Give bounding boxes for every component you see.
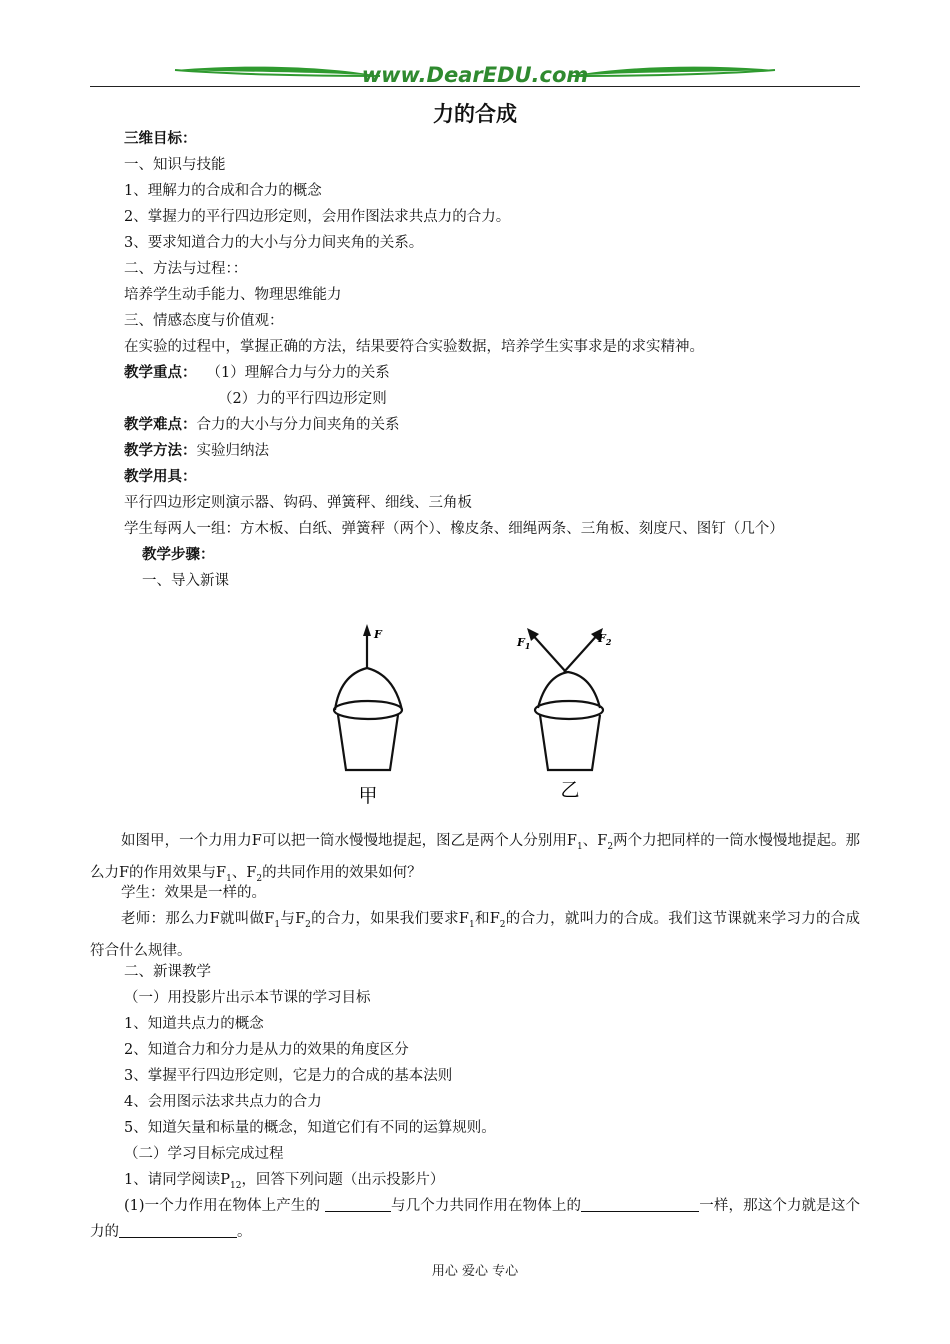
tools-line-2: 学生每两人一组：方木板、白纸、弹簧秤（两个）、橡皮条、细绳两条、三角板、刻度尺、图钉（几个）: [124, 521, 784, 537]
page-title: 力的合成: [433, 102, 517, 126]
key-point-2: （2）力的平行四边形定则: [218, 391, 387, 407]
method-heading: 二、方法与过程：：: [124, 261, 248, 277]
target-item-5: 5、知道矢量和标量的概念，知道它们有不同的运算规则。: [124, 1120, 496, 1136]
emotion-text: 在实验的过程中，掌握正确的方法，结果要符合实验数据，培养学生实事求是的求实精神。: [124, 339, 704, 355]
difficulty-text: 合力的大小与分力间夹角的关系: [196, 417, 400, 433]
key-points-label: 教学重点：: [124, 365, 197, 381]
knowledge-item-3: 3、要求知道合力的大小与分力间夹角的关系。: [124, 235, 424, 251]
new-lesson-heading: 二、新课教学: [124, 964, 211, 980]
tools-line-1: 平行四边形定则演示器、钩码、弹簧秤、细线、三角板: [124, 495, 472, 511]
knowledge-item-1: 1、理解力的合成和合力的概念: [124, 183, 322, 199]
paragraph-intro: 如图甲，一个力用力F可以把一筒水慢慢地提起，图乙是两个人分别用$F_1$、$F_2$两个力把同样的一筒水慢慢地提起。那么力F的作用效果与$F_1$、$F_2$的共同作用的效果如何？: [90, 833, 861, 884]
target-item-1: 1、知道共点力的概念: [124, 1016, 264, 1032]
knowledge-heading: 一、知识与技能: [124, 157, 226, 173]
paragraph-student: 学生：效果是一样的。: [121, 885, 266, 901]
force-label-f2: $F_2$: [598, 632, 612, 647]
target-item-4: 4、会用图示法求共点力的合力: [124, 1094, 322, 1110]
fill-blank-2[interactable]: [581, 1195, 699, 1212]
sub-heading-1: （一）用投影片出示本节课的学习目标: [124, 990, 371, 1006]
difficulty-label: 教学难点：: [124, 417, 197, 433]
question-1: 1、请同学阅读$P_{12}$，回答下列问题（出示投影片）: [124, 1172, 445, 1191]
method-row: [124, 440, 269, 462]
page-footer: 用心 爱心 专心: [431, 1264, 519, 1279]
header-site: www.DearEDU.com: [361, 63, 589, 87]
bucket-figure: [320, 620, 640, 810]
knowledge-item-2: 2、掌握力的平行四边形定则，会用作图法求共点力的合力。: [124, 209, 511, 225]
caption-yi: 乙: [560, 779, 580, 801]
key-points-row: [124, 362, 390, 384]
emotion-heading: 三、情感态度与价值观：: [124, 313, 284, 329]
bucket-yi: [530, 632, 603, 770]
question-1-part-1: (1)一个力作用在物体上产生的 与几个力共同作用在物体上的 一样，那这个力就是这个力的 。: [90, 1193, 860, 1245]
force-label-f: F: [374, 628, 382, 641]
method-label: 教学方法：: [124, 443, 197, 459]
fill-blank-3[interactable]: [119, 1221, 237, 1238]
fill-blank-1[interactable]: [325, 1195, 391, 1212]
bucket-jia: [334, 628, 402, 770]
tools-label: 教学用具：: [124, 469, 197, 485]
target-item-3: 3、掌握平行四边形定则，它是力的合成的基本法则: [124, 1068, 453, 1084]
goals-heading: 三维目标：: [124, 131, 197, 147]
method-text: 培养学生动手能力、物理思维能力: [124, 287, 342, 303]
difficulty-row: [124, 414, 400, 436]
steps-intro: 一、导入新课: [142, 573, 229, 589]
target-item-2: 2、知道合力和分力是从力的效果的角度区分: [124, 1042, 409, 1058]
force-arrow-f: [363, 624, 371, 636]
steps-label: 教学步骤：: [142, 547, 215, 563]
paragraph-teacher: 老师：那么力F就叫做$F_1$与$F_2$的合力，如果我们要求$F_1$和$F_2$的合力，就叫力的合成。我们这节课就来学习力的合成符合什么规律。: [90, 911, 861, 959]
force-label-f1: $F_1$: [517, 636, 531, 651]
caption-jia: 甲: [358, 785, 378, 807]
sub-heading-2: （二）学习目标完成过程: [124, 1146, 284, 1162]
header-banner: [165, 58, 785, 88]
header-rule: [90, 86, 860, 87]
method-value: 实验归纳法: [196, 443, 269, 459]
key-point-1: （1）理解合力与分力的关系: [206, 365, 390, 381]
